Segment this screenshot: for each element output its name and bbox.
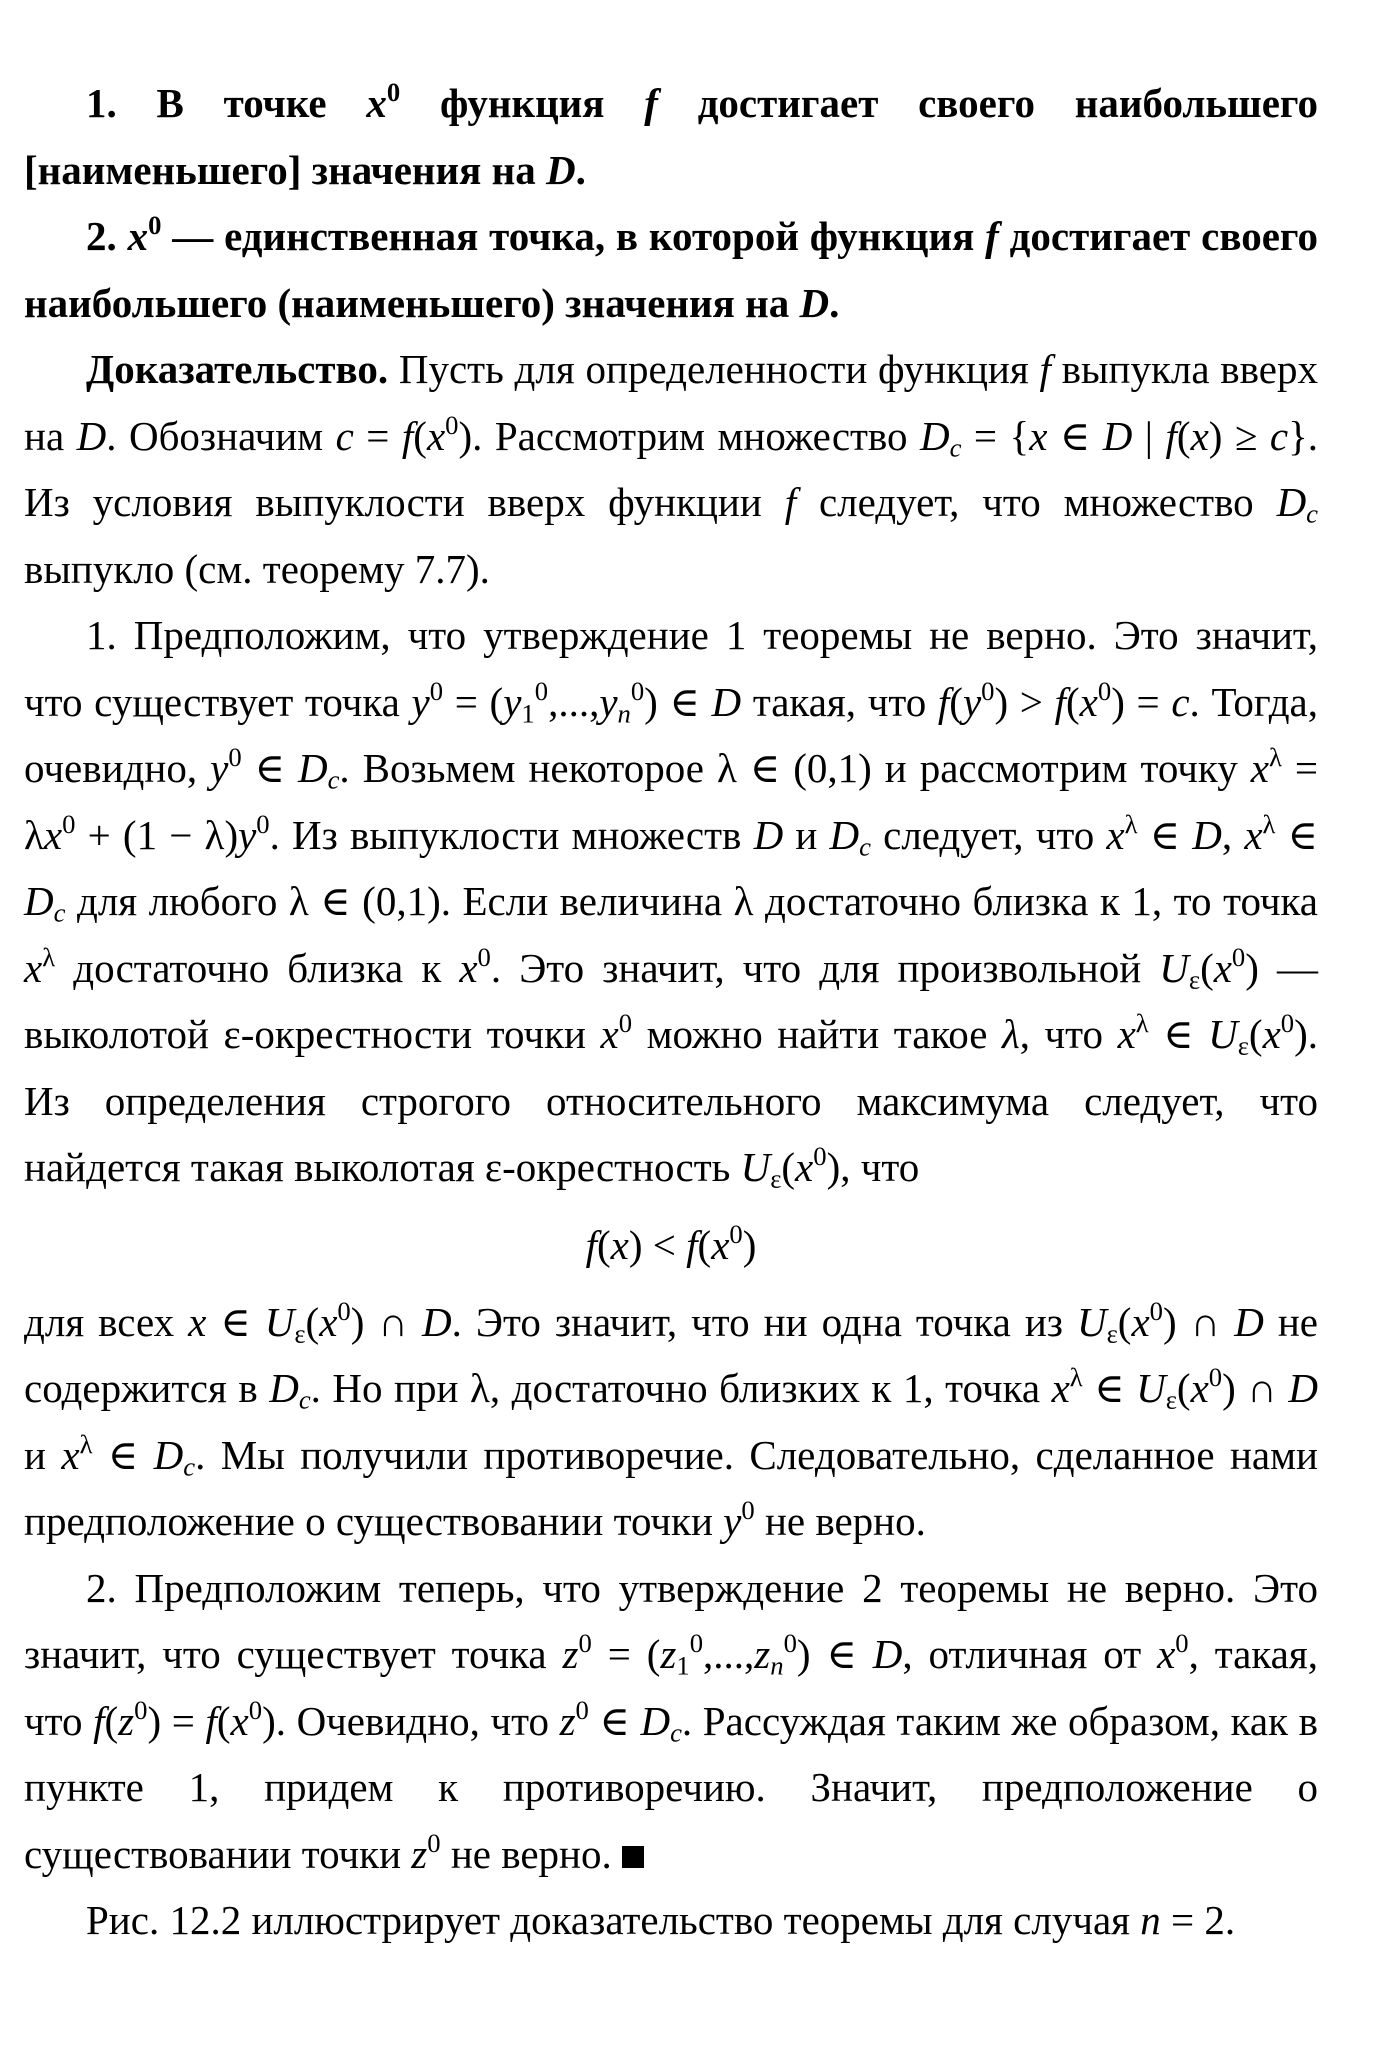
proof-part-2: 2. Предположим теперь, что утверждение 2 теоремы не верно. Это значит, что существует точка $z^0 = (z_1^0,...,z_n^0)$ ∈ D, отличная от $x^0$, такая, что $f(z^0) = f(x^0)$. Очевидно, что $z^0$ ∈ $D_c$. Рассуждая таким же образом, как в пункте 1, придем к противоречию. Значит, предположение о существовании точки $z^0$ не верно.: [24, 1564, 1318, 1877]
theorem-statement-2: 2. $x^0$ — единственная точка, в которой функция f достигает своего наибольшего (наименьшего) значения на D.: [24, 210, 1319, 326]
figure-reference: Рис. 12.2 иллюстрирует доказательство теоремы для случая n = 2.: [86, 1897, 1236, 1943]
proof-heading: Доказательство.: [86, 346, 389, 392]
theorem-statement-1: 1. В точке $x^0$ функция f достигает своего наибольшего [наименьшего] значения на D.: [24, 77, 1318, 193]
display-formula: $f(x) < f(x^0)$: [585, 1218, 757, 1268]
proof-part-1: 1. Предположим, что утверждение 1 теоремы не верно. Это значит, что существует точка $y^0 = (y_1^0,...,y_n^0)$ ∈ D такая, что $f(y^0) > f(x^0) = c$. Тогда, очевидно, $y^0$ ∈ $D_c$. Возьмем некоторое λ ∈ (0,1) и рассмотрим точку $x^\lambda = \lambda x^0 + (1 - \lambda)y^0$. Из выпуклости множеств D и $D_c$ следует, что $x^\lambda$ ∈ D, $x^\lambda$ ∈ $D_c$ для любого λ ∈ (0,1). Если величина λ достаточно близка к 1, то точка $x^\lambda$ достаточно близка к $x^0$. Это значит, что для произвольной $U_\varepsilon(x^0)$ — выколотой ε-окрестности точки $x^0$ можно найти такое λ, что $x^\lambda$ ∈ $U_\varepsilon(x^0)$. Из определения строгого относительного максимума следует, что найдется такая выколотая ε-окрестность $U_\varepsilon(x^0)$, что: [24, 612, 1319, 1194]
qed-square-icon: [622, 1846, 644, 1868]
proof-part-1-continued: для всех x ∈ $U_\varepsilon(x^0)$ ∩ D. Это значит, что ни одна точка из $U_\varepsilon(x^0)$ ∩ D не содержится в $D_c$. Но при λ, достаточно близких к 1, точка $x^\lambda$ ∈ $U_\varepsilon(x^0)$ ∩ D и $x^\lambda$ ∈ $D_c$. Мы получили противоречие. Следовательно, сделанное нами предположение о существовании точки $y^0$ не верно.: [24, 1295, 1319, 1544]
proof-intro: Доказательство. Пусть для определенности функция f выпукла вверх на D. Обозначим $c = f(x^0)$. Рассмотрим множество $D_c = \{x$ ∈ D | f(x) ≥ c}. Из условия выпуклости вверх функции f следует, что множество $D_c$ выпукло (см. теорему 7.7).: [24, 346, 1319, 592]
